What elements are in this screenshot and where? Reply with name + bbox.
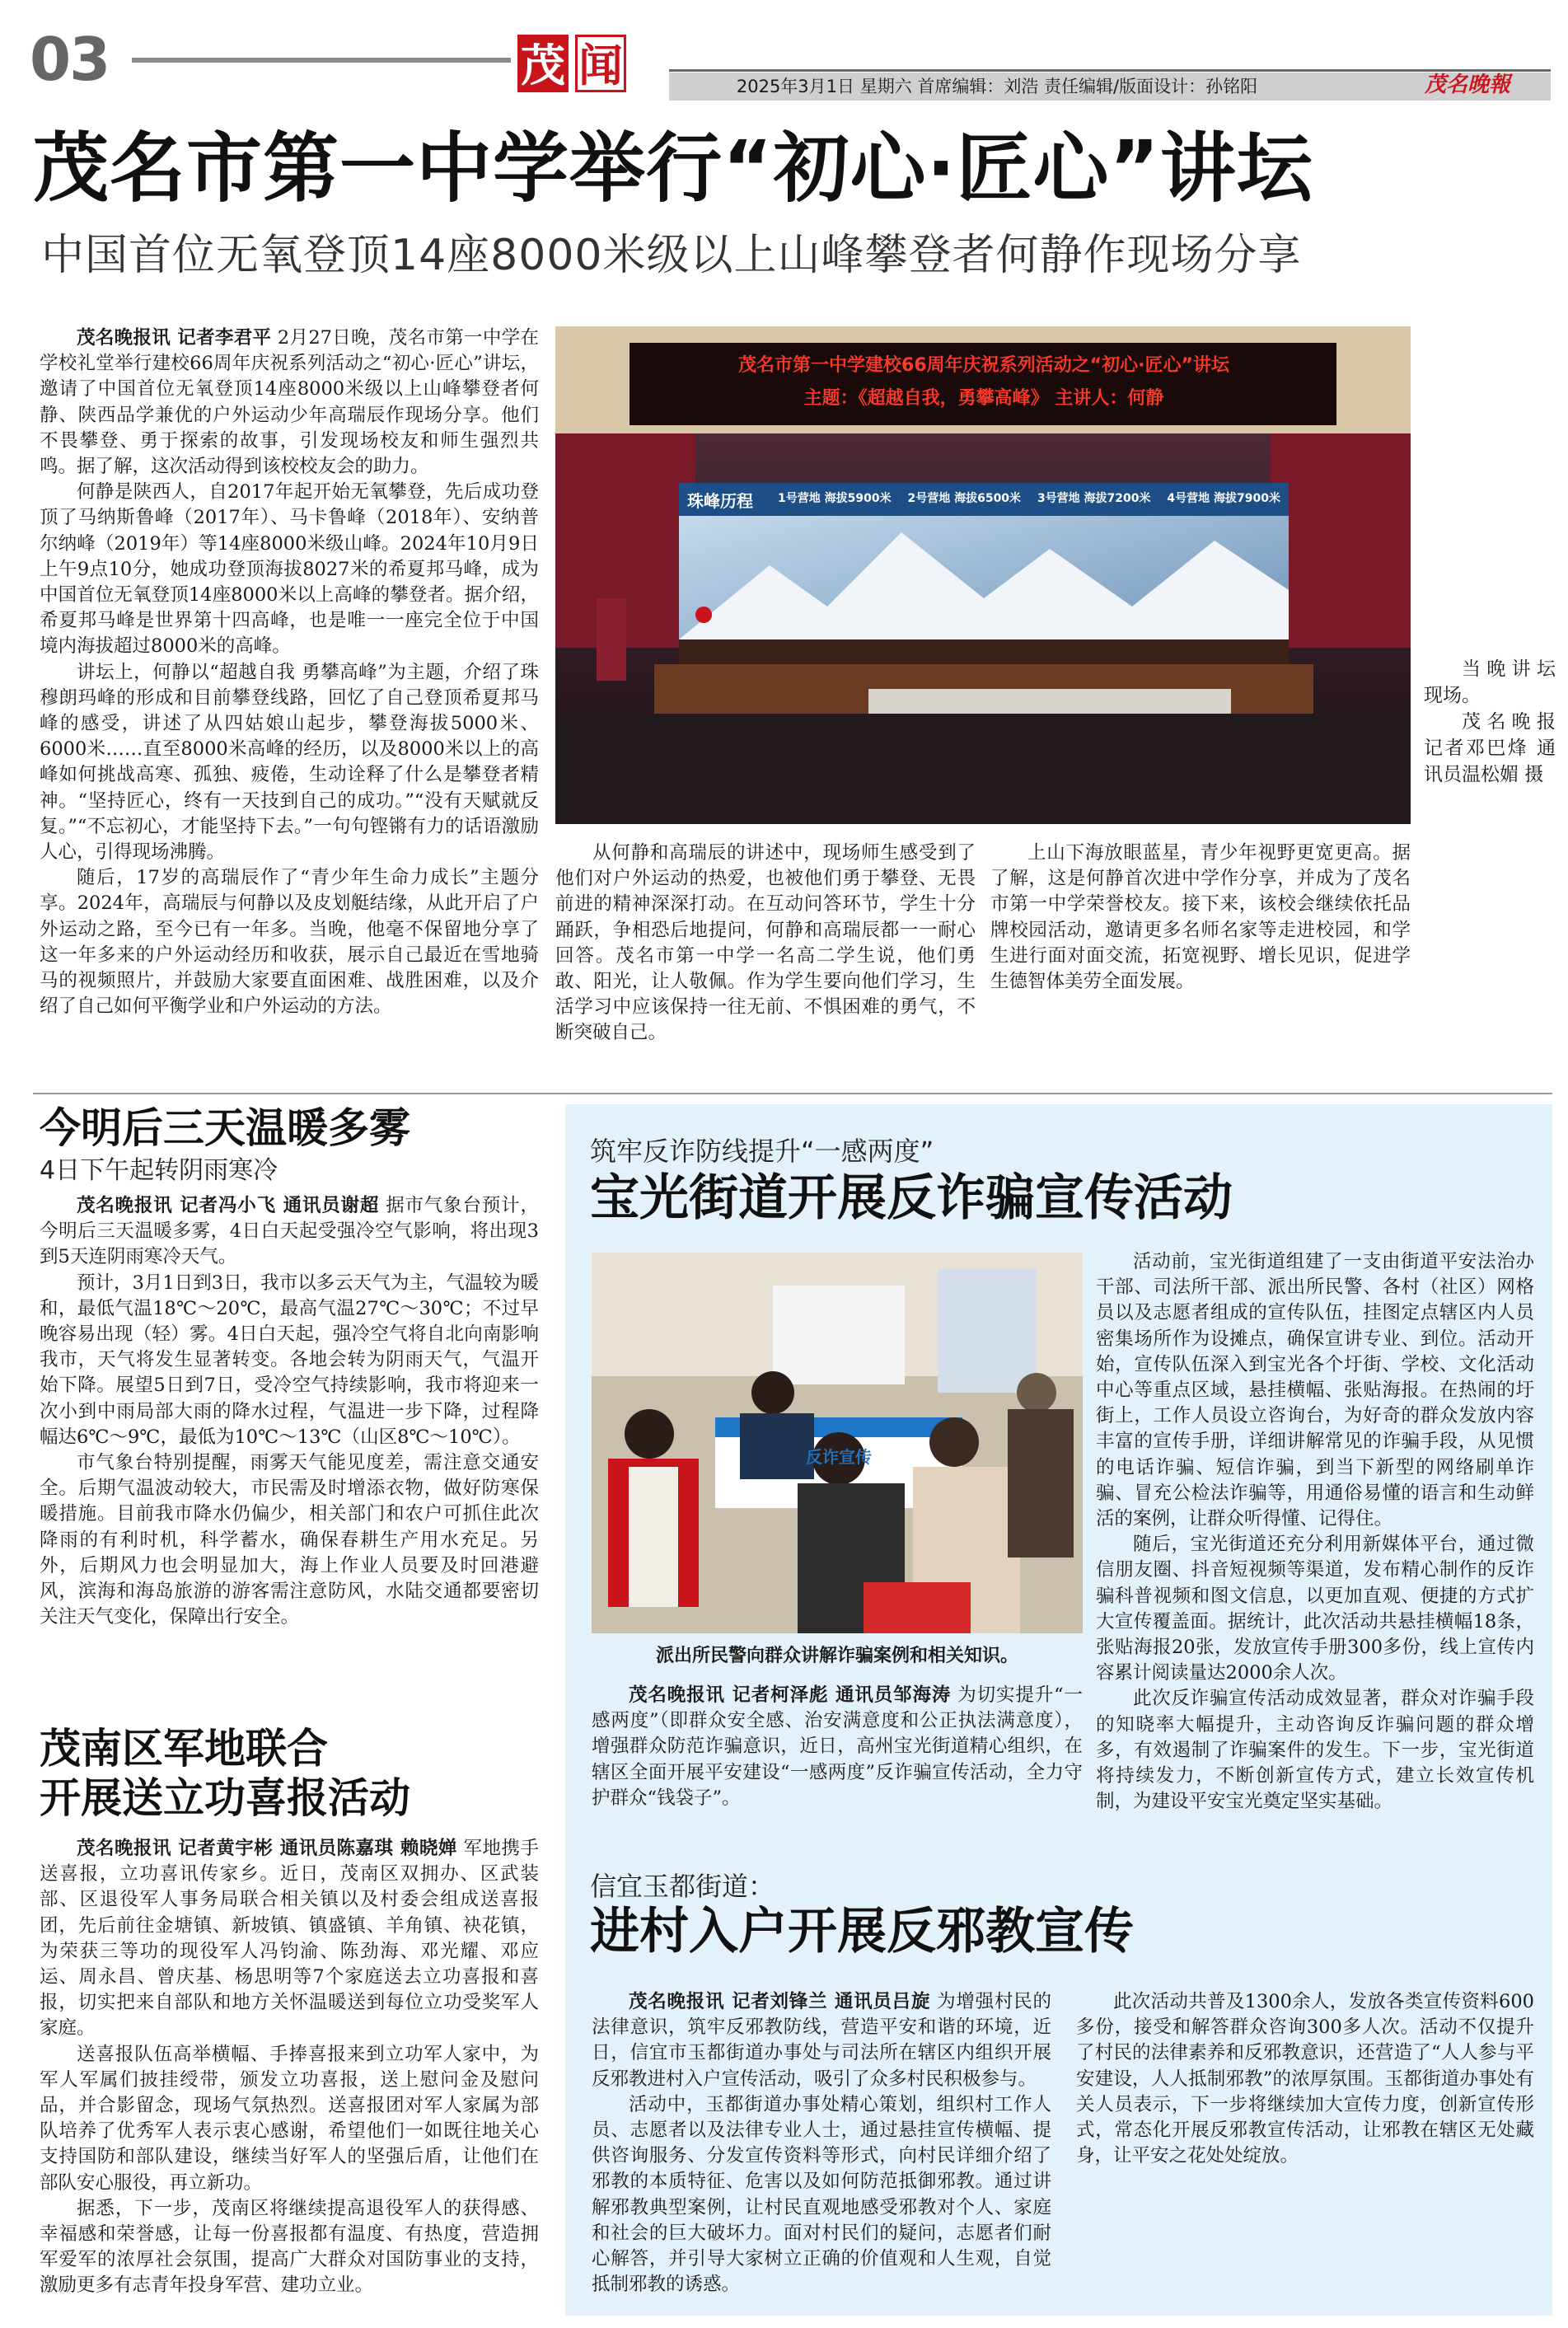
lead-caption-line-2: 茂名晚报记者邓巴烽 通讯员温松媚 摄	[1424, 711, 1556, 785]
lead-photo-caption	[1424, 656, 1556, 788]
military-body	[40, 1836, 539, 2322]
weather-para-2: 预计，3月1日到3日，我市以多云天气为主，气温较为暖和，最低气温18℃～20℃，最高气温27℃～30℃；不过早晚容易出现（轻）雾。4日白天起，强冷空气将自北向南影响我市，天气将发生显著转变。各地会转为阴雨天气，气温开始下降。展望5日到7日，受冷空气持续影响，我市将迎来一次小到中雨局部大雨的降水过程，气温进一步下降，过程降幅达6℃～9℃，最低为10℃～13℃（山区8℃～10℃）。	[40, 1272, 539, 1448]
screen-title: 珠峰历程	[687, 491, 753, 511]
antifraud-body-right	[1096, 1249, 1534, 1831]
antifraud-illustration	[592, 1253, 1083, 1633]
lecture-hall-photo	[555, 326, 1411, 824]
antifraud-byline: 茂名晚报讯 记者柯泽彪 通讯员邹海涛	[629, 1684, 952, 1706]
anticult-kicker: 信宜玉都街道：	[590, 1871, 775, 1902]
weather-title: 今明后三天温暖多雾	[40, 1104, 410, 1152]
military-byline: 茂名晚报讯 记者黄宇彬 通讯员陈嘉琪 赖晓婵	[77, 1838, 457, 1859]
lead-para-5: 从何静和高瑞辰的讲述中，现场师生感受到了他们对户外运动的热爱，也被他们勇于攀登、无畏前进的精神深深打动。在互动问答环节，学生十分踊跃，争相恐后地提问，何静和高瑞辰都一一耐心回答。茂名市第一中学一名高二学生说，他们勇敢、阳光，让人敬佩。作为学生要向他们学习，生活学习中应该保持一往无前、不惧困难的勇气，不断突破自己。	[555, 842, 976, 1044]
section-char-1: 茂	[517, 35, 569, 92]
military-title-2: 开展送立功喜报活动	[40, 1774, 410, 1822]
anticult-para-2: 活动中，玉都街道办事处精心策划，组织村工作人员、志愿者以及法律专业人士，通过悬挂宣传横幅、提供咨询服务、分发宣传资料等形式，向村民详细介绍了邪教的本质特征、危害以及如何防范抵御邪教。通过讲解邪教典型案例，让村民直观地感受邪教对个人、家庭和社会的巨大破坏力。面对村民们的疑问，志愿者们耐心解答，并引导大家树立正确的价值观和人生观，自觉抵制邪教的诱惑。	[592, 2093, 1051, 2296]
antifraud-photo	[592, 1253, 1083, 1633]
anticult-title: 进村入户开展反邪教宣传	[590, 1903, 1134, 1960]
weather-subtitle: 4日下午起转阴雨寒冷	[40, 1156, 278, 1185]
screen-step-3: 3号营地 海拔7200米	[1037, 492, 1151, 505]
lead-para-2: 何静是陕西人，自2017年起开始无氧攀登，先后成功登顶了马纳斯鲁峰（2017年）、马卡鲁峰（2018年）、安纳普尔纳峰（2019年）等14座8000米级山峰。2024年10月9日上午9点10分，她成功登顶海拔8027米的希夏邦马峰，成为中国首位无氧登顶14座8000米以上高峰的攀登者。据介绍，希夏邦马峰是世界第十四高峰，也是唯一一座完全位于中国境内海拔超过8000米的高峰。	[40, 481, 539, 658]
booth-sign: 反诈宣传	[806, 1447, 872, 1467]
lead-column-2	[555, 841, 976, 1088]
military-para-3: 据悉，下一步，茂南区将继续提高退役军人的获得感、幸福感和荣誉感，让每一份喜报都有温度、有热度，营造拥军爱军的浓厚社会氛围，提高广大群众对国防事业的支持，激励更多有志青年投身军营、建功立业。	[40, 2197, 539, 2297]
lead-para-1: 2月27日晚，茂名市第一中学在学校礼堂举行建校66周年庆祝系列活动之“初心·匠心”讲坛，邀请了中国首位无氧登顶14座8000米级以上山峰攀登者何静、陕西品学兼优的户外运动少年高瑞辰作现场分享。他们不畏攀登、勇于探索的故事，引发现场校友和师生强烈共鸣。据了解，这次活动得到该校校友会的助力。	[40, 327, 539, 478]
antifraud-title: 宝光街道开展反诈骗宣传活动	[590, 1169, 1233, 1227]
screen-step-4: 4号营地 海拔7900米	[1167, 492, 1280, 505]
newspaper-logo: 茂名晚報	[1424, 73, 1510, 97]
weather-body	[40, 1193, 539, 1696]
lead-title: 茂名市第一中学举行“初心·匠心”讲坛	[33, 124, 1313, 213]
stage-banner-line-1: 茂名市第一中学建校66周年庆祝系列活动之“初心·匠心”讲坛	[738, 355, 1229, 376]
military-title-1: 茂南区军地联合	[40, 1725, 328, 1773]
weather-para-1: 据市气象台预计，今明后三天温暖多雾，4日白天起受强冷空气影响，将出现3到5天连阴雨寒冷天气。	[40, 1195, 539, 1268]
antifraud-body-left	[592, 1683, 1083, 1831]
lead-subtitle: 中国首位无氧登顶14座8000米级以上山峰攀登者何静作现场分享	[41, 231, 1302, 280]
anticult-body-left	[592, 1989, 1051, 2306]
section-badge	[517, 35, 626, 92]
screen-steps	[778, 489, 1280, 506]
lead-para-6: 上山下海放眼蓝星，青少年视野更宽更高。据了解，这是何静首次进中学作分享，并成为了茂名市第一中学荣誉校友。接下来，该校会继续依托品牌校园活动，邀请更多名师名家等走进校园，和学生进行面对面交流，拓宽视野、增长见识，促进学生德智体美劳全面发展。	[990, 842, 1411, 993]
weather-byline: 茂名晚报讯 记者冯小飞 通讯员谢超	[77, 1195, 380, 1216]
antifraud-para-3: 随后，宝光街道还充分利用新媒体平台，通过微信朋友圈、抖音短视频等渠道，发布精心制作的反诈骗科普视频和图文信息，以更加直观、便捷的方式扩大宣传覆盖面。据统计，此次活动共悬挂横幅18条，张贴海报20张，发放宣传手册300多份，线上宣传内容累计阅读量达2000余人次。	[1096, 1534, 1534, 1684]
page-number: 03	[30, 25, 110, 94]
lead-para-4: 随后，17岁的高瑞辰作了“青少年生命力成长”主题分享。2024年，高瑞辰与何静以及皮划艇结缘，从此开启了户外运动之路，至今已有一年多。当晚，他毫不保留地分享了这一年多来的户外运动经历和收获，展示自己最近在雪地骑马的视频照片，并鼓励大家要直面困难、战胜困难，以及介绍了自己如何平衡学业和户外运动的方法。	[40, 867, 539, 1018]
section-divider	[33, 1093, 1552, 1094]
antifraud-photo-caption: 派出所民警向群众讲解诈骗案例和相关知识。	[655, 1646, 1018, 1666]
antifraud-para-2: 活动前，宝光街道组建了一支由街道平安法治办干部、司法所干部、派出所民警、各村（社区）网格员以及志愿者组成的宣传队伍，挂图定点辖区内人员密集场所作为设摊点，确保宣讲专业、到位。活动开始，宣传队伍深入到宝光各个圩街、学校、文化活动中心等重点区域，悬挂横幅、张贴海报。在热闹的圩街上，工作人员设立咨询台，为好奇的群众发放内容丰富的宣传手册，详细讲解常见的诈骗手段，从见惯的电话诈骗、短信诈骗，到当下新型的网络刷单诈骗、冒充公检法诈骗等，用通俗易懂的语言和生动鲜活的案例，让群众听得懂、记得住。	[1096, 1251, 1534, 1530]
header-rule-left	[132, 58, 511, 63]
lead-column-3	[990, 841, 1411, 1088]
military-para-2: 送喜报队伍高举横幅、手捧喜报来到立功军人家中，为军人军属们披挂绶带，颁发立功喜报，送上慰问金及慰问品，并合影留念，现场气氛热烈。送喜报团对军人家属为部队培养了优秀军人表示衷心感谢，希望他们一如既往地关心支持国防和部队建设，继续当好军人的坚强后盾，让他们在部队安心服役，再立新功。	[40, 2043, 539, 2194]
screen-step-2: 2号营地 海拔6500米	[907, 492, 1022, 505]
antifraud-para-1: 为切实提升“一感两度”（即群众安全感、治安满意度和公正执法满意度），增强群众防范诈骗意识，近日，高州宝光街道精心组织，在辖区全面开展平安建设“一感两度”反诈骗宣传活动，全力守护群众“钱袋子”。	[592, 1684, 1083, 1809]
lead-byline: 茂名晚报讯 记者李君平	[77, 327, 272, 349]
lead-column-1	[40, 326, 539, 1084]
anticult-para-1: 为增强村民的法律意识，筑牢反邪教防线，营造平安和谐的环境，近日，信宜市玉都街道办事处与司法所在辖区内组织开展反邪教进村入户宣传活动，吸引了众多村民积极参与。	[592, 1991, 1051, 2090]
lead-para-3: 讲坛上，何静以“超越自我 勇攀高峰”为主题，介绍了珠穆朗玛峰的形成和目前攀登线路，回忆了自己登顶希夏邦马峰的感受，讲述了从四姑娘山起步，攀登海拔5000米、6000米……直至8000米高峰的经历，以及8000米以上的高峰如何挑战高寒、孤独、疲倦，生动诠释了什么是攀登者精神。“坚持匠心，终有一天技到自己的成功。”“没有天赋就反复。”“不忘初心，才能坚持下去。”一句句铿锵有力的话语激励人心，引得现场沸腾。	[40, 661, 539, 864]
header-info: 2025年3月1日 星期六 首席编辑：刘浩 责任编辑/版面设计：孙铭阳	[736, 77, 1258, 96]
military-para-1: 军地携手送喜报，立功喜讯传家乡。近日，茂南区双拥办、区武装部、区退役军人事务局联合相关镇以及村委会组成送喜报团，先后前往金塘镇、新坡镇、镇盛镇、羊角镇、袂花镇，为荣获三等功的现役军人冯钧渝、陈劲海、邓光耀、邓应运、周永昌、曾庆基、杨思明等7个家庭送去立功喜报和喜报，切实把来自部队和地方关怀温暖送到每位立功受奖军人家庭。	[40, 1838, 539, 2040]
anticult-body-right	[1076, 1989, 1534, 2306]
stage-banner-line-2: 主题：《超越自我，勇攀高峰》 主讲人：何静	[803, 388, 1164, 409]
screen-step-1: 1号营地 海拔5900米	[778, 492, 892, 505]
section-char-2: 闻	[575, 35, 626, 92]
antifraud-kicker: 筑牢反诈防线提升“一感两度”	[590, 1136, 934, 1167]
anticult-para-3: 此次活动共普及1300余人，发放各类宣传资料600多份，接受和解答群众咨询300多人次。活动不仅提升了村民的法律素养和反邪教意识，还营造了“人人参与平安建设，人人抵制邪教”的浓厚氛围。玉都街道办事处有关人员表示，下一步将继续加大宣传力度，创新宣传形式，常态化开展反邪教宣传活动，让邪教在辖区无处藏身，让平安之花处处绽放。	[1076, 1991, 1534, 2167]
lead-caption-line-1: 当晚讲坛现场。	[1424, 658, 1556, 706]
antifraud-para-4: 此次反诈骗宣传活动成效显著，群众对诈骗手段的知晓率大幅提升，主动咨询反诈骗问题的群众增多，有效遏制了诈骗案件的发生。下一步，宝光街道将持续发力，不断创新宣传方式，建立长效宣传机制，为建设平安宝光奠定坚实基础。	[1096, 1688, 1534, 1813]
anticult-byline: 茂名晚报讯 记者刘锋兰 通讯员吕旋	[629, 1991, 931, 2012]
weather-para-3: 市气象台特别提醒，雨雾天气能见度差，需注意交通安全。后期气温波动较大，市民需及时增添衣物，做好防寒保暖措施。目前我市降水仍偏少，相关部门和农户可抓住此次降雨的有利时机，科学蓄水，确保春耕生产用水充足。另外，后期风力也会明显加大，海上作业人员要及时回港避风，滨海和海岛旅游的游客需注意防风，水陆交通都要密切关注天气变化，保障出行安全。	[40, 1452, 539, 1628]
